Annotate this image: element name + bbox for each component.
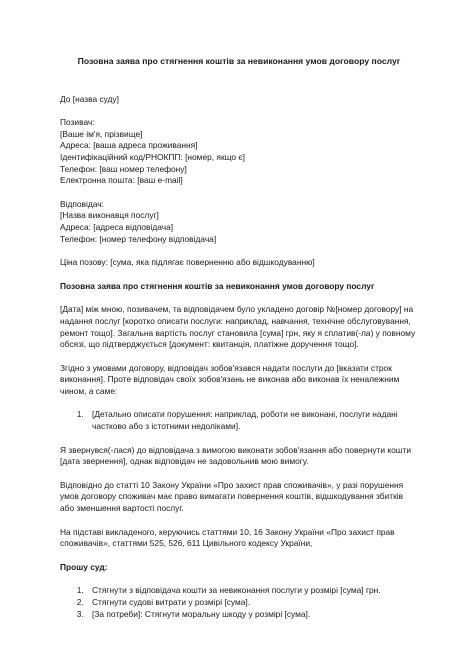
request-heading: Прошу суд: — [60, 561, 108, 572]
document-title: Позовна заява про стягнення коштів за невиконання умов договору послуг — [77, 56, 401, 66]
request-item: 3. [За потреби]: Стягнути моральну шкоду у розмірі [сума]. — [86, 609, 418, 621]
violation-item: 1. [Детально описати порушення: наприклад, роботи не виконані, послуги надані частково або з істотними недоліками]. — [86, 409, 418, 432]
claim-price: Ціна позову: [сума, яка підлягає поверненню або відшкодуванню] — [60, 257, 315, 268]
claim-subtitle: Позовна заява про стягнення коштів за невиконання умов договору послуг — [60, 280, 375, 291]
defendant-block — [60, 199, 418, 245]
paragraph-contract: [Дата] між мною, позивачем, та відповідачем було укладено договір №[номер договору] на надання послуг [коротко описати послуги: наприклад, навчання, технічне обслуговування, ремонт тощо]. Загальна вартість послуг становила [сума] грн, яку я сплатив(-ла) у повному обсязі, що підтверджується [документ: квитанція, платіжне доручення тощо]. — [60, 304, 416, 350]
plaintiff-tax-id: Ідентифікаційний код/РНОКПП: [номер, якщо є] — [60, 151, 245, 162]
defendant-name: [Назва виконавця послуг] — [60, 210, 159, 221]
paragraph-demand: Я звернувся(-лася) до відповідача з вимогою виконати зобов'язання або повернути кошти [дата звернення], однак відповідач не задовольнив мою вимогу. — [60, 444, 412, 467]
defendant-address: Адреса: [адреса відповідача] — [60, 221, 174, 232]
paragraph-law: Відповідно до статті 10 Закону України «Про захист прав споживачів», у разі порушення умов договору споживач має право вимагати повернення коштів, відшкодування збитків або зменшення вартості послуг. — [60, 479, 404, 514]
request-item: 1. Стягнути з відповідача кошти за невиконання послуги у розмірі [сума] грн. — [86, 585, 418, 597]
defendant-heading: Відповідач: — [60, 198, 104, 209]
plaintiff-heading: Позивач: — [60, 117, 95, 128]
court-name: До [назва суду] — [60, 93, 119, 104]
requests-list — [60, 585, 418, 620]
defendant-phone: Телефон: [номер телефону відповідача] — [60, 233, 217, 244]
paragraph-obligations: Згідно з умовами договору, відповідач зобов'язався надати послуги до [вказати строк виконання]. Проте відповідач своїх зобов'язань не виконав або виконав їх неналежним чином, а саме: — [60, 362, 400, 396]
request-item: 2. Стягнути судові витрати у розмірі [сума]. — [86, 597, 418, 609]
plaintiff-block — [60, 117, 418, 187]
plaintiff-phone: Телефон: [ваш номер телефону] — [60, 163, 187, 174]
court-line — [60, 94, 418, 106]
plaintiff-email: Електронна пошта: [ваш e-mail] — [60, 175, 183, 186]
paragraph-grounds: На підставі викладеного, керуючись статтями 10, 16 Закону України «Про захист прав споживачів», статтями 525, 526, 611 Цивільного кодексу України, — [60, 526, 395, 549]
violations-list — [60, 409, 418, 432]
plaintiff-address: Адреса: [ваша адреса проживання] — [60, 140, 198, 151]
plaintiff-name: [Ваше ім'я, прізвище] — [60, 128, 143, 139]
